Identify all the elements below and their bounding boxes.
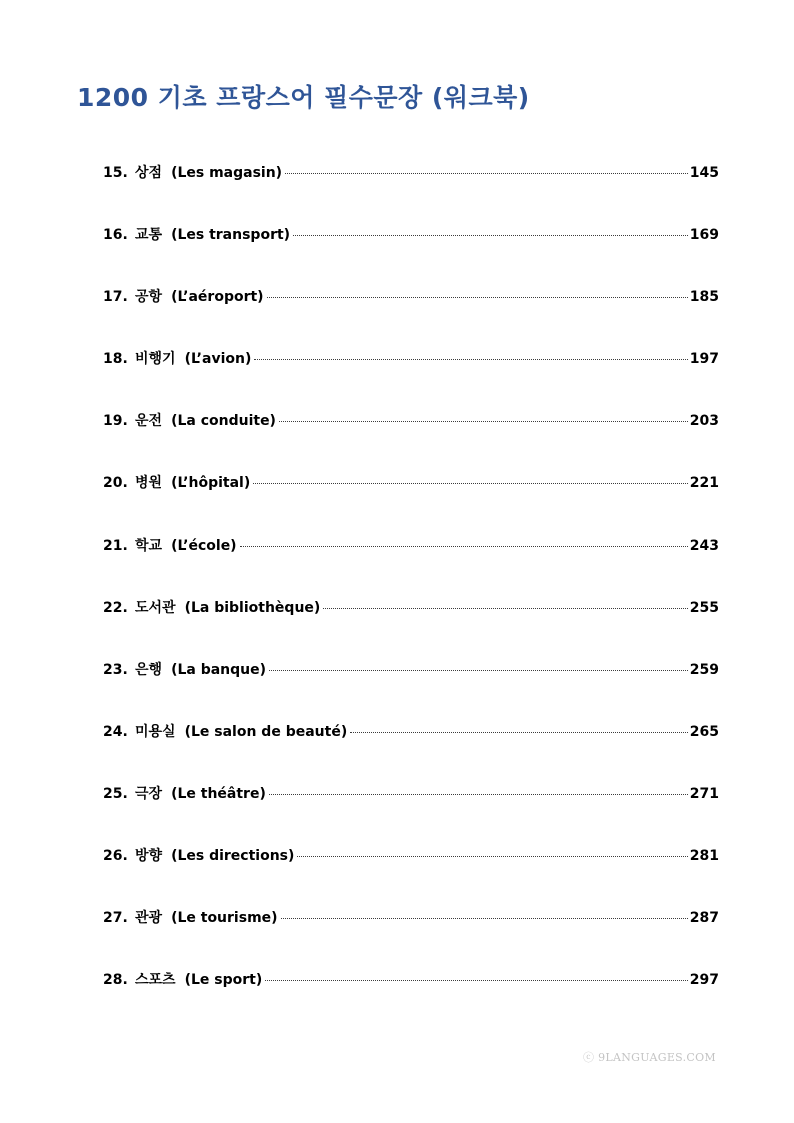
- toc-entry-french-title: (L’avion): [184, 351, 252, 368]
- toc-entry-korean-title: 미용실: [135, 723, 176, 740]
- toc-entry-korean-title: 방향: [135, 848, 163, 865]
- toc-dot-leader: [350, 732, 688, 733]
- toc-entry-french-title: (Le théâtre): [171, 785, 266, 802]
- table-of-contents: [103, 162, 719, 1031]
- toc-entry-korean-title: 극장: [135, 785, 163, 802]
- toc-entry[interactable]: [103, 721, 719, 783]
- toc-entry-page-number: 255: [689, 599, 719, 616]
- toc-entry-korean-title: 교통: [135, 227, 163, 244]
- toc-entry[interactable]: [103, 472, 719, 534]
- toc-entry-korean-title: 스포츠: [135, 972, 176, 989]
- toc-entry-number: 27.: [103, 910, 128, 927]
- toc-dot-leader: [297, 856, 687, 857]
- toc-entry[interactable]: [103, 224, 719, 286]
- toc-entry-page-number: 287: [689, 910, 719, 927]
- toc-entry-page-number: 259: [689, 661, 719, 678]
- toc-entry-number: 15.: [103, 165, 128, 181]
- toc-entry-french-title: (L’aéroport): [171, 289, 264, 306]
- toc-entry[interactable]: [103, 410, 719, 472]
- toc-entry-french-title: (La banque): [171, 661, 267, 678]
- toc-entry[interactable]: [103, 597, 719, 659]
- toc-entry[interactable]: [103, 162, 719, 224]
- toc-entry-korean-title: 운전: [135, 413, 163, 430]
- toc-entry-number: 22.: [103, 599, 128, 616]
- toc-entry-page-number: 265: [689, 723, 719, 740]
- toc-entry-french-title: (La conduite): [171, 413, 276, 430]
- toc-entry[interactable]: [103, 348, 719, 410]
- toc-entry[interactable]: [103, 845, 719, 907]
- toc-entry-korean-title: 은행: [135, 661, 163, 678]
- toc-entry[interactable]: [103, 535, 719, 597]
- toc-entry-korean-title: 병원: [135, 475, 163, 492]
- toc-dot-leader: [269, 670, 688, 671]
- toc-entry[interactable]: [103, 286, 719, 348]
- toc-entry-number: 19.: [103, 413, 128, 430]
- toc-entry-number: 28.: [103, 972, 128, 989]
- toc-entry-french-title: (Les magasin): [171, 165, 283, 181]
- toc-entry-french-title: (Le sport): [184, 972, 263, 989]
- toc-entry-number: 26.: [103, 848, 128, 865]
- toc-entry-page-number: 197: [689, 351, 719, 368]
- toc-entry-number: 16.: [103, 227, 128, 244]
- toc-entry-french-title: (Le tourisme): [171, 910, 278, 927]
- toc-entry-french-title: (Le salon de beauté): [184, 723, 348, 740]
- toc-entry-page-number: 203: [689, 413, 719, 430]
- toc-entry-number: 24.: [103, 723, 128, 740]
- toc-entry-french-title: (L’école): [171, 537, 237, 554]
- toc-dot-leader: [269, 794, 688, 795]
- toc-dot-leader: [293, 235, 688, 236]
- toc-entry-number: 17.: [103, 289, 128, 306]
- toc-entry[interactable]: [103, 969, 719, 1031]
- toc-entry-page-number: 145: [689, 165, 719, 181]
- toc-entry-korean-title: 상점: [135, 165, 163, 181]
- toc-entry-page-number: 169: [689, 227, 719, 244]
- toc-entry-number: 20.: [103, 475, 128, 492]
- toc-dot-leader: [285, 173, 688, 174]
- toc-entry-korean-title: 도서관: [135, 599, 176, 616]
- toc-entry-page-number: 185: [689, 289, 719, 306]
- toc-entry-korean-title: 비행기: [135, 351, 176, 368]
- toc-entry-number: 21.: [103, 537, 128, 554]
- copyright-footer: ⓒ 9LANGUAGES.COM: [583, 1051, 716, 1064]
- toc-entry-french-title: (Les transport): [171, 227, 291, 244]
- toc-entry-french-title: (La bibliothèque): [184, 599, 321, 616]
- toc-entry-korean-title: 관광: [135, 910, 163, 927]
- toc-entry-number: 18.: [103, 351, 128, 368]
- toc-dot-leader: [323, 608, 687, 609]
- toc-entry-korean-title: 학교: [135, 537, 163, 554]
- toc-dot-leader: [240, 546, 688, 547]
- toc-entry[interactable]: [103, 659, 719, 721]
- toc-entry-page-number: 297: [689, 972, 719, 989]
- document-title: 1200 기초 프랑스어 필수문장 (워크북): [77, 83, 530, 112]
- toc-entry[interactable]: [103, 783, 719, 845]
- toc-entry-page-number: 243: [689, 537, 719, 554]
- toc-dot-leader: [279, 421, 688, 422]
- toc-entry-number: 23.: [103, 661, 128, 678]
- toc-entry-page-number: 221: [689, 475, 719, 492]
- toc-entry-page-number: 271: [689, 785, 719, 802]
- toc-dot-leader: [281, 918, 688, 919]
- toc-dot-leader: [265, 980, 688, 981]
- toc-entry-french-title: (L’hôpital): [171, 475, 251, 492]
- toc-entry-number: 25.: [103, 785, 128, 802]
- toc-entry-page-number: 281: [689, 848, 719, 865]
- toc-dot-leader: [253, 483, 688, 484]
- toc-entry-french-title: (Les directions): [171, 848, 295, 865]
- toc-dot-leader: [267, 297, 688, 298]
- toc-entry-korean-title: 공항: [135, 289, 163, 306]
- toc-entry[interactable]: [103, 907, 719, 969]
- toc-dot-leader: [254, 359, 687, 360]
